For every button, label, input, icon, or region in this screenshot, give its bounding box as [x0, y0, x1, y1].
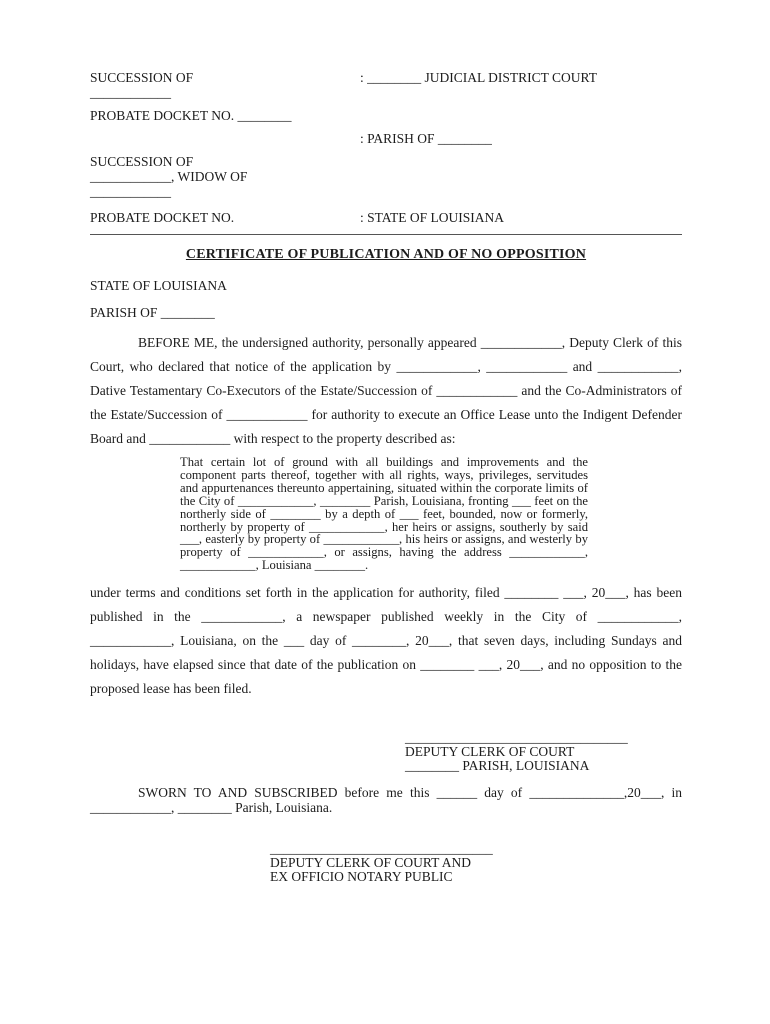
notary-signature-title: DEPUTY CLERK OF COURT AND: [270, 855, 471, 871]
sworn-paragraph: SWORN TO AND SUBSCRIBED before me this ______ day of ______________,20___, in ____________, ________ Parish, Louisiana.: [90, 785, 682, 816]
state-line: STATE OF LOUISIANA: [90, 278, 227, 293]
notary-signature-line: _________________________________: [270, 841, 493, 857]
parish-line: PARISH OF ________: [90, 305, 215, 320]
header-row-3: [90, 131, 682, 146]
judicial-district-court-line: : ________ JUDICIAL DISTRICT COURT: [360, 70, 597, 85]
header-row-5: [90, 210, 682, 225]
succession-of-label: SUCCESSION OF: [90, 70, 194, 85]
state-of-louisiana-line: : STATE OF LOUISIANA: [360, 210, 505, 225]
document-title: CERTIFICATE OF PUBLICATION AND OF NO OPPOSITION: [185, 247, 587, 262]
header-row-4: [90, 154, 682, 199]
publication-paragraph: under terms and conditions set forth in the application for authority, filed ________ ___, 20___, has been published in the ____________, a newspaper published weekly in the City of ____________, ____________, Louisiana, on the ___ day of ________, 20___, that seven days, including Sundays and holidays, have elapsed since that date of the publication on ________ ___, 20___, and no opposition to the proposed lease has been filed.: [90, 585, 682, 697]
succession-of-widow-label: SUCCESSION OF: [90, 154, 194, 169]
clerk-signature-parish: ________ PARISH, LOUISIANA: [405, 758, 590, 774]
header-row-1: [90, 70, 682, 100]
header-row-2: [90, 108, 682, 123]
clerk-signature-block: [405, 731, 682, 773]
clerk-signature-line: _________________________________: [405, 730, 628, 746]
notary-signature-block: [270, 842, 682, 884]
clerk-signature-title: DEPUTY CLERK OF COURT: [405, 744, 575, 760]
before-me-paragraph: BEFORE ME, the undersigned authority, personally appeared ____________, Deputy Clerk of this Court, who declared that notice of the application by ____________, ____________ and ____________, Dative Testamentary Co-Executors of the Estate/Succession of ____________ and the Co-Administrators of the Estate/Succession of ____________ for authority to execute an Office Lease unto the Indigent Defender Board and ____________ with respect to the property described as:: [90, 335, 682, 446]
probate-docket-line-1: PROBATE DOCKET NO. ________: [90, 108, 292, 123]
probate-docket-line-2: PROBATE DOCKET NO.: [90, 210, 235, 225]
widow-name-blank: ____________: [90, 184, 171, 199]
property-description-block: That certain lot of ground with all buildings and improvements and the component parts thereof, together with all rights, ways, privileges, servitudes and appurtenances thereunto appertaining, situated within the corporate limits of the City of ____________, ________ Parish, Louisiana, fronting ___ feet on the northerly side of ________ by a depth of ___ feet, bounded, now or formerly, northerly by property of ____________, her heirs or assigns, southerly by said ___, easterly by property of ____________, his heirs or assigns, and westerly by property of ____________, or assigns, having the address ____________, ____________, Louisiana ________.: [180, 455, 588, 573]
header-divider: [90, 234, 682, 235]
succession-of-blank: ____________: [90, 85, 171, 100]
parish-of-line: : PARISH OF ________: [360, 131, 492, 146]
notary-signature-subtitle: EX OFFICIO NOTARY PUBLIC: [270, 869, 453, 885]
caption-header: [90, 70, 682, 235]
widow-of-blank: ____________, WIDOW OF: [90, 169, 248, 184]
